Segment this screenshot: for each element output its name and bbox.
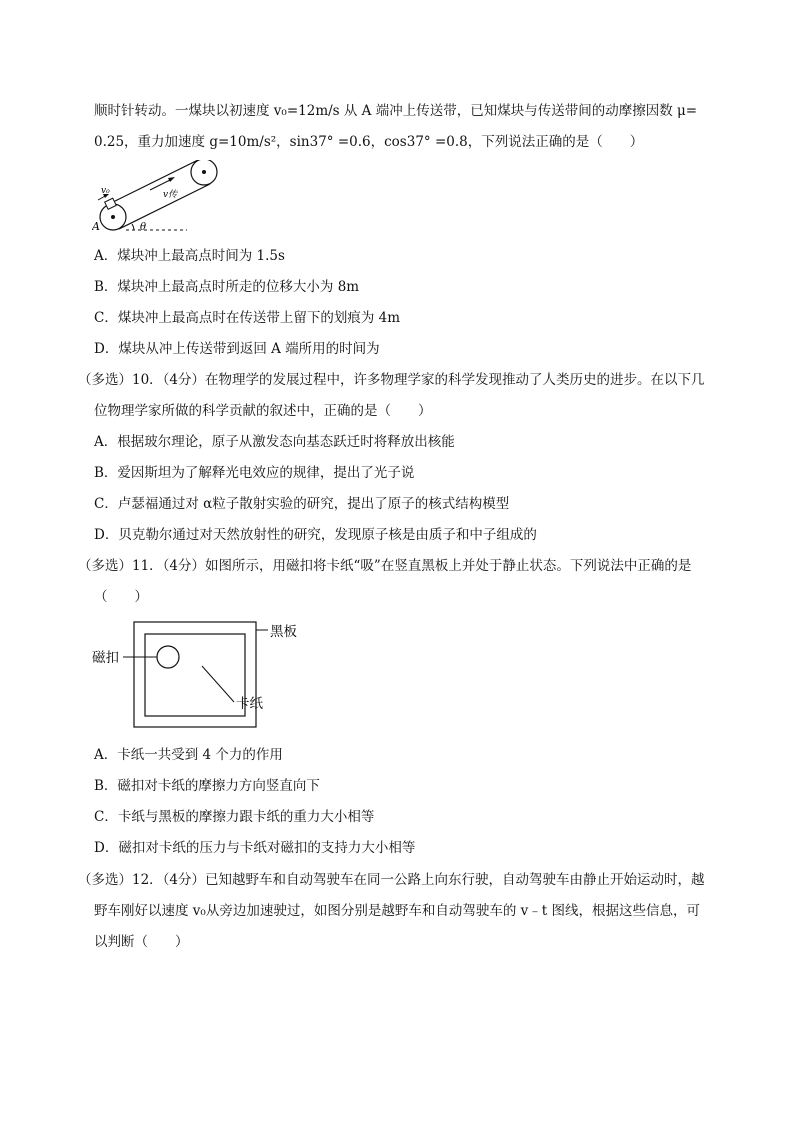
- q9-option-a: A．煤块冲上最高点时间为 1.5s: [94, 248, 285, 264]
- label-theta: θ: [140, 222, 147, 233]
- q10-stem-line2: 位物理学家所做的科学贡献的叙述中，正确的是（ ）: [94, 403, 432, 419]
- q10-option-b: B．爱因斯坦为了解释光电效应的规律，提出了光子说: [94, 465, 415, 481]
- q11-stem-line2: （ ）: [94, 589, 148, 605]
- q11-option-d: D．磁扣对卡纸的压力与卡纸对磁扣的支持力大小相等: [94, 840, 416, 856]
- q11-option-c: C．卡纸与黑板的摩擦力跟卡纸的重力大小相等: [94, 809, 375, 825]
- q12-stem-line3: 以判断（ ）: [94, 934, 189, 950]
- conveyor-belt-figure: [92, 160, 232, 240]
- q9-option-b: B．煤块冲上最高点时所走的位移大小为 8m: [94, 279, 360, 295]
- label-magnet: 磁扣: [92, 650, 119, 666]
- label-blackboard: 黑板: [270, 624, 297, 640]
- q10-option-a: A．根据玻尔理论，原子从激发态向基态跃迁时将释放出核能: [94, 434, 455, 450]
- q11-option-b: B．磁扣对卡纸的摩擦力方向竖直向下: [94, 778, 320, 794]
- label-a: A: [92, 220, 100, 233]
- q9-stem-line1: 顺时针转动。一煤块以初速度 v₀=12m/s 从 A 端冲上传送带，已知煤块与传送带间的动摩擦因数 μ=: [94, 103, 698, 119]
- q11-stem-line1: （多选）11．（4分）如图所示，用磁扣将卡纸“吸”在竖直黑板上并处于静止状态。下列说法中正确的是: [78, 558, 692, 574]
- q12-stem-line2: 野车刚好以速度 v₀从旁边加速驶过，如图分别是越野车和自动驾驶车的 v﹣t 图线，根据这些信息，可: [94, 903, 700, 919]
- blackboard-figure: [92, 618, 302, 733]
- label-belt-velocity: v传: [163, 190, 178, 200]
- q10-option-c: C．卢瑟福通过对 α粒子散射实验的研究，提出了原子的核式结构模型: [94, 496, 510, 512]
- q10-stem-line1: （多选）10．（4分）在物理学的发展过程中，许多物理学家的科学发现推动了人类历史的进步。在以下几: [78, 372, 705, 388]
- label-card: 卡纸: [236, 696, 263, 712]
- q12-stem-line1: （多选）12．（4分）已知越野车和自动驾驶车在同一公路上向东行驶，自动驾驶车由静止开始运动时，越: [78, 872, 705, 888]
- label-v0: v₀: [101, 186, 110, 196]
- q9-option-c: C．煤块冲上最高点时在传送带上留下的划痕为 4m: [94, 310, 401, 326]
- q11-option-a: A．卡纸一共受到 4 个力的作用: [94, 747, 283, 763]
- q9-option-d: D．煤块从冲上传送带到返回 A 端所用的时间为: [94, 341, 380, 357]
- q10-option-d: D．贝克勒尔通过对天然放射性的研究，发现原子核是由质子和中子组成的: [94, 527, 537, 543]
- q9-stem-line2: 0.25，重力加速度 g=10m/s²，sin37° =0.6，cos37° =0.8，下列说法正确的是（ ）: [94, 134, 644, 150]
